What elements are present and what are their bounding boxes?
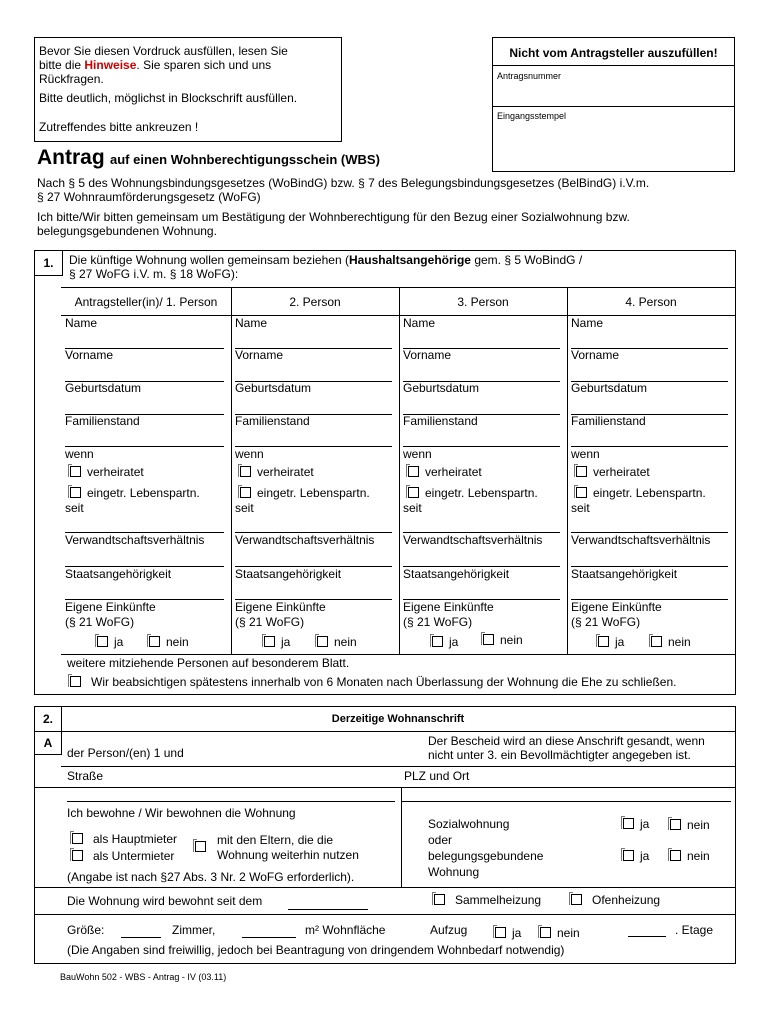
familienstand-label: Familienstand — [571, 414, 646, 428]
intro-text: Nach § 5 des Wohnungsbindungsgesetzes (WoBindG) bzw. § 7 des Belegungsbindungsgesetzes (BelBindG) i.V.m. § 27 Wohnraumförderungsgesetz (WoFG) Ich bitte/Wir bitten gemeinsam um Bestätigung der Wohnberechtigung für den Bezug einer Sozialwohnung bzw. belegungsgebundenen Wohnung. — [37, 176, 650, 238]
vorname-label: Vorname — [235, 348, 284, 362]
staatsangehoerigkeit-field[interactable] — [571, 585, 728, 600]
staatsangehoerigkeit-label: Staatsangehörigkeit — [403, 567, 510, 581]
wenn-label: wenn — [65, 447, 94, 461]
angabe-note: (Angabe ist nach §27 Abs. 3 Nr. 2 WoFG erforderlich). — [67, 870, 355, 884]
eingangsstempel-label: Eingangsstempel — [497, 111, 567, 121]
column-header-4: 4. Person — [625, 295, 677, 309]
aufzug-label: Aufzug — [430, 923, 468, 937]
familienstand-label: Familienstand — [65, 414, 140, 428]
ehe-option: Wir beabsichtigen spätestens innerhalb von 6 Monaten nach Überlassung der Wohnung die Ehe zu schließen. — [70, 675, 676, 689]
name-field[interactable] — [235, 334, 392, 349]
lebenspartn-checkbox[interactable] — [240, 487, 251, 498]
sozialwohnung-label: Sozialwohnung oder belegungsgebundene Wohnung — [428, 817, 544, 879]
familienstand-field[interactable] — [235, 432, 392, 447]
seit-field[interactable] — [571, 518, 728, 533]
checkbox-option: eingetr. Lebenspartn. — [70, 486, 200, 500]
notice-line-3: Rückfragen. — [39, 72, 104, 86]
vorname-label: Vorname — [403, 348, 452, 362]
wohnflaeche-label: m² Wohnfläche — [305, 923, 386, 937]
geburtsdatum-label: Geburtsdatum — [65, 381, 142, 395]
freiwillig-note: (Die Angaben sind freiwillig, jedoch bei Beantragung von dringendem Wohnbedarf notwendig) — [67, 943, 565, 957]
wenn-label: wenn — [403, 447, 432, 461]
einkuenfte-ja-checkbox[interactable] — [264, 636, 275, 647]
geburtsdatum-field[interactable] — [65, 400, 224, 415]
belegungsgebunden-ja-checkbox[interactable] — [623, 850, 634, 861]
geburtsdatum-field[interactable] — [403, 400, 560, 415]
name-label: Name — [403, 316, 436, 330]
wenn-label: wenn — [571, 447, 600, 461]
staatsangehoerigkeit-field[interactable] — [235, 585, 392, 600]
name-field[interactable] — [403, 334, 560, 349]
column-header-2: 2. Person — [289, 295, 341, 309]
verheiratet-checkbox[interactable] — [240, 466, 251, 477]
checkbox-option: nein — [483, 633, 523, 647]
hauptmieter-checkbox[interactable] — [72, 833, 83, 844]
wenn-label: wenn — [235, 447, 264, 461]
section-2a-letter: A — [35, 732, 62, 755]
staatsangehoerigkeit-label: Staatsangehörigkeit — [65, 567, 172, 581]
einkuenfte-ja-checkbox[interactable] — [432, 636, 443, 647]
checkbox-option: eingetr. Lebenspartn. — [576, 486, 706, 500]
notice-line-1: Bevor Sie diesen Vordruck ausfüllen, lesen Sie — [39, 44, 288, 58]
checkbox-option: ja — [97, 635, 123, 649]
name-label: Name — [235, 316, 268, 330]
einkuenfte-ref: (§ 21 WoFG) — [403, 615, 473, 629]
familienstand-field[interactable] — [571, 432, 728, 447]
column-header-1: Antragsteller(in)/ 1. Person — [74, 295, 218, 309]
verwandtschaft-field[interactable] — [571, 552, 728, 567]
name-field[interactable] — [65, 334, 224, 349]
name-field[interactable] — [571, 334, 728, 349]
verheiratet-checkbox[interactable] — [408, 466, 419, 477]
antragsnummer-label: Antragsnummer — [497, 71, 562, 81]
notice-line-5: Zutreffendes bitte ankreuzen ! — [39, 120, 199, 134]
section-2: 2. Derzeitige Wohnanschrift A der Person/(en) 1 und Der Bescheid wird an diese Anschrift gesandt, wenn nicht unter 3. ein Bevollmächtigter angegeben ist. Straße PLZ und Ort Ich bewohne / Wir bewohnen die Wohnung als Hauptmieter als Untermieter mit den Eltern, die die Wohnung weiterhin nutzen (Angabe ist nach §27 Abs. 3 Nr. 2 WoFG erforderlich). Sozialwohnung oder belegungsgebundene Wohnung ja nein ja nein Die Wohnung wird bewohnt seit dem Sammelheizung Ofenheizung Größe: Zimmer, m² Wohnfläche Aufzug ja nein . Etage (Die Angaben sind freiwillig, jedoch bei Beantragung von dringendem Wohnbedarf notwendig) — [34, 706, 736, 964]
belegungsgebunden-nein-checkbox[interactable] — [670, 850, 681, 861]
staatsangehoerigkeit-field[interactable] — [65, 585, 224, 600]
section-1-number: 1. — [35, 251, 63, 276]
einkuenfte-nein-checkbox[interactable] — [483, 634, 494, 645]
strasse-label: Straße — [67, 769, 104, 783]
sozialwohnung-nein-checkbox[interactable] — [670, 819, 681, 830]
personen-label: der Person/(en) 1 und — [67, 746, 184, 760]
verwandtschaft-label: Verwandtschaftsverhältnis — [403, 533, 543, 547]
weitere-personen-text: weitere mitziehende Personen auf besonderem Blatt. — [67, 656, 350, 670]
einkuenfte-nein-checkbox[interactable] — [317, 636, 328, 647]
vorname-field[interactable] — [65, 367, 224, 382]
zimmer-label: Zimmer, — [172, 923, 216, 937]
checkbox-option: verheiratet — [240, 465, 314, 479]
footer-form-id: BauWohn 502 - WBS - Antrag - IV (03.11) — [60, 972, 227, 982]
staatsangehoerigkeit-label: Staatsangehörigkeit — [571, 567, 678, 581]
lebenspartn-checkbox[interactable] — [576, 487, 587, 498]
notice-box — [34, 37, 342, 142]
hinweise-link[interactable]: Hinweise — [84, 58, 137, 72]
einkuenfte-label: Eigene Einkünfte — [65, 600, 156, 614]
einkuenfte-label: Eigene Einkünfte — [571, 600, 662, 614]
plz-label: PLZ und Ort — [404, 769, 470, 783]
verheiratet-checkbox[interactable] — [70, 466, 81, 477]
hauptmieter-label: als Hauptmieter — [93, 832, 178, 846]
seit-label: seit — [235, 501, 254, 515]
familienstand-label: Familienstand — [403, 414, 478, 428]
seit-field[interactable] — [65, 518, 224, 533]
aufzug-ja-checkbox[interactable] — [495, 927, 506, 938]
checkbox-option: ja — [432, 635, 458, 649]
einkuenfte-label: Eigene Einkünfte — [235, 600, 326, 614]
notice-line-2: bitte die Hinweise. Sie sparen sich und uns — [39, 58, 272, 72]
familienstand-field[interactable] — [65, 432, 224, 447]
person-3-column — [398, 316, 566, 654]
page-title: Antrag auf einen Wohnberechtigungsschein (WBS) — [37, 146, 380, 169]
column-header-3: 3. Person — [457, 295, 509, 309]
einkuenfte-nein-checkbox[interactable] — [651, 636, 662, 647]
lebenspartn-checkbox[interactable] — [408, 487, 419, 498]
wohnflaeche-field[interactable] — [242, 924, 296, 938]
notice-line-4: Bitte deutlich, möglichst in Blockschrift ausfüllen. — [39, 91, 298, 105]
sozialwohnung-ja-checkbox[interactable] — [623, 818, 634, 829]
seit-field[interactable] — [403, 518, 560, 533]
einkuenfte-ja-checkbox[interactable] — [97, 636, 108, 647]
einkuenfte-ref: (§ 21 WoFG) — [235, 615, 305, 629]
verwandtschaft-field[interactable] — [403, 552, 560, 567]
name-label: Name — [571, 316, 604, 330]
zimmer-field[interactable] — [121, 924, 161, 938]
einkuenfte-ref: (§ 21 WoFG) — [65, 615, 135, 629]
checkbox-option: verheiratet — [576, 465, 650, 479]
section-2-number: 2. — [35, 707, 62, 731]
person-4-column — [566, 316, 734, 654]
checkbox-option: eingetr. Lebenspartn. — [240, 486, 370, 500]
untermieter-checkbox[interactable] — [72, 850, 83, 861]
verwandtschaft-label: Verwandtschaftsverhältnis — [235, 533, 375, 547]
vorname-field[interactable] — [235, 367, 392, 382]
name-label: Name — [65, 316, 98, 330]
untermieter-label: als Untermieter — [93, 849, 175, 863]
vorname-label: Vorname — [65, 348, 114, 362]
checkbox-option: eingetr. Lebenspartn. — [408, 486, 538, 500]
einkuenfte-ref: (§ 21 WoFG) — [571, 615, 641, 629]
seit-label: seit — [65, 501, 84, 515]
geburtsdatum-label: Geburtsdatum — [571, 381, 648, 395]
checkbox-option: verheiratet — [70, 465, 144, 479]
person-1-column — [60, 316, 230, 654]
checkbox-option: nein — [651, 635, 691, 649]
verwandtschaft-field[interactable] — [65, 552, 224, 567]
staatsangehoerigkeit-label: Staatsangehörigkeit — [235, 567, 342, 581]
checkbox-option: nein — [317, 635, 357, 649]
groesse-label: Größe: — [67, 923, 105, 937]
etage-label: . Etage — [675, 923, 714, 937]
checkbox-option: verheiratet — [408, 465, 482, 479]
ehe-checkbox[interactable] — [70, 676, 81, 687]
vorname-field[interactable] — [403, 367, 560, 382]
seit-label: seit — [571, 501, 590, 515]
geburtsdatum-field[interactable] — [235, 400, 392, 415]
checkbox-option: nein — [149, 635, 189, 649]
verheiratet-checkbox[interactable] — [576, 466, 587, 477]
familienstand-field[interactable] — [403, 432, 560, 447]
eltern-label: mit den Eltern, die die Wohnung weiterhin nutzen — [217, 833, 359, 862]
vorname-label: Vorname — [571, 348, 620, 362]
checkbox-option: ja — [598, 635, 624, 649]
geburtsdatum-label: Geburtsdatum — [235, 381, 312, 395]
verwandtschaft-label: Verwandtschaftsverhältnis — [65, 533, 205, 547]
section-2-title: Derzeitige Wohnanschrift — [331, 713, 465, 725]
aufzug-nein-checkbox[interactable] — [540, 927, 551, 938]
vorname-field[interactable] — [571, 367, 728, 382]
staatsangehoerigkeit-field[interactable] — [403, 585, 560, 600]
einkuenfte-label: Eigene Einkünfte — [403, 600, 494, 614]
section-1-heading: Die künftige Wohnung wollen gemeinsam beziehen (Haushaltsangehörige gem. § 5 WoBindG / § 27 WoFG i.V. m. § 18 WoFG): — [69, 253, 583, 281]
etage-field[interactable] — [628, 923, 666, 937]
verwandtschaft-field[interactable] — [235, 552, 392, 567]
lebenspartn-checkbox[interactable] — [70, 487, 81, 498]
eltern-checkbox[interactable] — [195, 841, 206, 852]
geburtsdatum-field[interactable] — [571, 400, 728, 415]
sammelheizung-checkbox[interactable] — [434, 894, 445, 905]
office-use-title: Nicht vom Antragsteller auszufüllen! — [509, 46, 718, 60]
einkuenfte-ja-checkbox[interactable] — [598, 636, 609, 647]
geburtsdatum-label: Geburtsdatum — [403, 381, 480, 395]
office-use-box — [492, 37, 735, 172]
familienstand-label: Familienstand — [235, 414, 310, 428]
seit-label: seit — [403, 501, 422, 515]
ofenheizung-checkbox[interactable] — [571, 894, 582, 905]
bewohnt-seit-field[interactable] — [288, 895, 368, 910]
bewohnt-seit-label: Die Wohnung wird bewohnt seit dem — [67, 894, 263, 908]
einkuenfte-nein-checkbox[interactable] — [149, 636, 160, 647]
bescheid-note: Der Bescheid wird an diese Anschrift gesandt, wenn nicht unter 3. ein Bevollmächtigter angegeben ist. — [428, 734, 705, 762]
verwandtschaft-label: Verwandtschaftsverhältnis — [571, 533, 711, 547]
seit-field[interactable] — [235, 518, 392, 533]
person-2-column — [230, 316, 398, 654]
bewohne-label: Ich bewohne / Wir bewohnen die Wohnung — [67, 806, 296, 820]
checkbox-option: ja — [264, 635, 290, 649]
